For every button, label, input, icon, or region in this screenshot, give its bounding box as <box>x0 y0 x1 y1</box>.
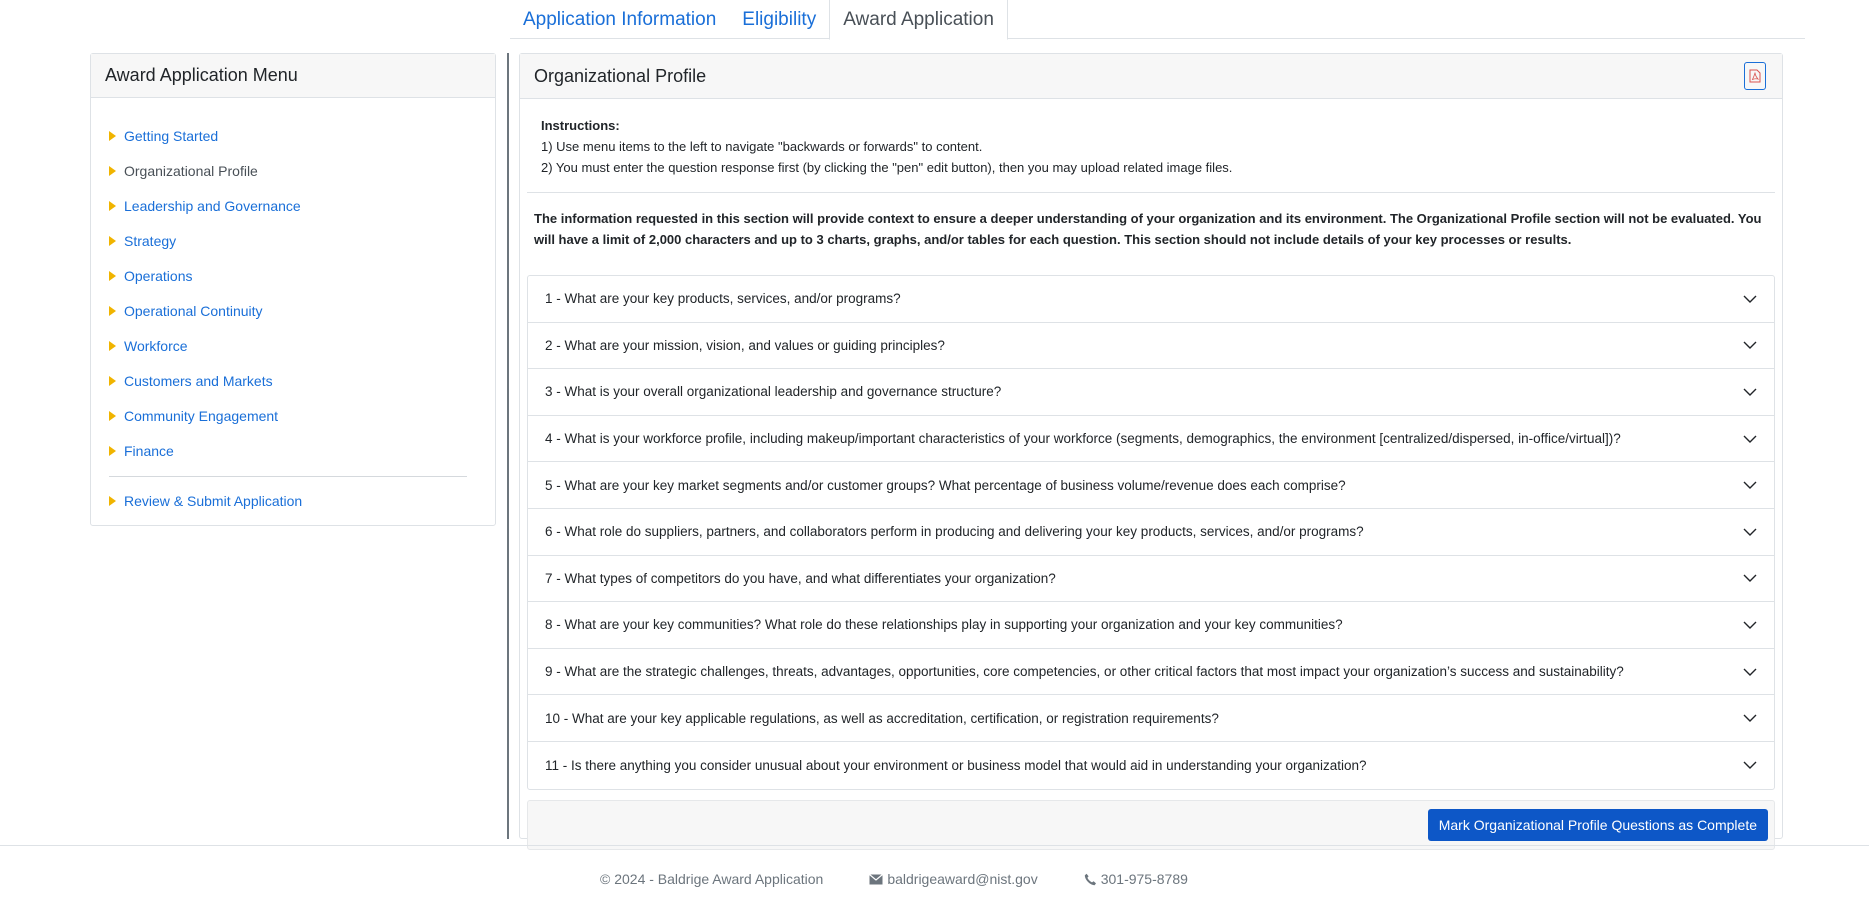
instructions-line-2: 2) You must enter the question response first (by clicking the "pen" edit button), then you may upload related image files. <box>541 160 1233 175</box>
menu-divider <box>109 476 467 477</box>
menu-review-list <box>91 483 495 518</box>
menu-item-review-submit[interactable] <box>109 483 481 518</box>
caret-right-icon <box>109 411 116 421</box>
question-label[interactable]: 4 - What is your workforce profile, including makeup/important characteristics of your workforce (segments, demographics, the environment [centralized/dispersed, in-office/virtual])? <box>545 431 1621 447</box>
question-label[interactable]: 11 - Is there anything you consider unusual about your environment or business model that would aid in understanding your organization? <box>545 757 1367 773</box>
footer-phone-text[interactable]: 301-975-8789 <box>1100 871 1188 887</box>
pdf-icon <box>1749 69 1761 83</box>
question-label[interactable]: 6 - What role do suppliers, partners, and collaborators perform in producing and delivering your key products, services, and/or programs? <box>545 524 1364 540</box>
menu-item-label[interactable]: Review & Submit Application <box>124 492 303 509</box>
menu-item-label[interactable]: Customers and Markets <box>124 372 273 389</box>
questions-accordion <box>527 275 1775 790</box>
menu-item-label[interactable]: Strategy <box>124 232 177 249</box>
menu-title: Award Application Menu <box>91 54 495 98</box>
caret-right-icon <box>109 341 116 351</box>
instructions <box>527 99 1775 193</box>
envelope-icon <box>869 874 883 885</box>
caret-right-icon <box>109 201 116 211</box>
card-footer <box>527 800 1775 850</box>
vertical-divider <box>507 53 509 839</box>
question-label[interactable]: 2 - What are your mission, vision, and values or guiding principles? <box>545 337 945 353</box>
question-label[interactable]: 3 - What is your overall organizational leadership and governance structure? <box>545 384 1002 400</box>
chevron-down-icon[interactable] <box>1742 291 1758 307</box>
award-application-menu <box>90 53 496 526</box>
caret-right-icon <box>109 236 116 246</box>
question-accordion-item[interactable] <box>528 742 1774 789</box>
top-tabs <box>510 0 1805 39</box>
tab-application-information[interactable]: Application Information <box>523 8 717 30</box>
chevron-down-icon[interactable] <box>1742 710 1758 726</box>
tab-award-application[interactable]: Award Application <box>829 0 1008 40</box>
footer-copyright: © 2024 - Baldrige Award Application <box>600 871 824 887</box>
menu-item-finance[interactable] <box>109 433 481 468</box>
chevron-down-icon[interactable] <box>1742 384 1758 400</box>
chevron-down-icon[interactable] <box>1742 617 1758 633</box>
chevron-down-icon[interactable] <box>1742 664 1758 680</box>
menu-item-label[interactable]: Getting Started <box>124 127 219 144</box>
phone-icon <box>1084 873 1097 886</box>
main-header <box>520 54 1782 99</box>
question-accordion-item[interactable] <box>528 649 1774 696</box>
menu-item-organizational-profile[interactable] <box>109 153 481 188</box>
menu-item-getting-started[interactable] <box>109 118 481 153</box>
menu-item-label[interactable]: Community Engagement <box>124 407 279 424</box>
menu-item-label[interactable]: Workforce <box>124 337 188 354</box>
menu-item-operational-continuity[interactable] <box>109 293 481 328</box>
question-label[interactable]: 5 - What are your key market segments and/or customer groups? What percentage of business volume/revenue does each comprise? <box>545 477 1346 493</box>
chevron-down-icon[interactable] <box>1742 570 1758 586</box>
question-accordion-item[interactable] <box>528 323 1774 370</box>
footer-email[interactable] <box>869 871 1037 887</box>
chevron-down-icon[interactable] <box>1742 337 1758 353</box>
menu-item-leadership-governance[interactable] <box>109 188 481 223</box>
footer-email-text[interactable]: baldrigeaward@nist.gov <box>887 871 1038 887</box>
menu-item-label[interactable]: Operations <box>124 267 193 284</box>
question-accordion-item[interactable] <box>528 509 1774 556</box>
menu-item-strategy[interactable] <box>109 223 481 258</box>
chevron-down-icon[interactable] <box>1742 477 1758 493</box>
menu-item-label[interactable]: Leadership and Governance <box>124 197 301 214</box>
menu-item-operations[interactable] <box>109 258 481 293</box>
menu-item-workforce[interactable] <box>109 328 481 363</box>
question-accordion-item[interactable] <box>528 556 1774 603</box>
question-accordion-item[interactable] <box>528 369 1774 416</box>
menu-item-label[interactable]: Organizational Profile <box>124 162 258 179</box>
menu-item-label[interactable]: Finance <box>124 442 174 459</box>
chevron-down-icon[interactable] <box>1742 431 1758 447</box>
section-intro: The information requested in this section will provide context to ensure a deeper understanding of your organization and its environment. The Organizational Profile section will not be evaluated. You will have a limit of 2,000 characters and up to 3 charts, graphs, and/or tables for each question. This section should not include details of your key processes or results. <box>534 211 1762 247</box>
pdf-export-button[interactable] <box>1744 62 1766 90</box>
menu-item-community-engagement[interactable] <box>109 398 481 433</box>
chevron-down-icon[interactable] <box>1742 757 1758 773</box>
mark-complete-button[interactable]: Mark Organizational Profile Questions as Complete <box>1428 809 1768 841</box>
chevron-down-icon[interactable] <box>1742 524 1758 540</box>
page-footer <box>0 845 1869 902</box>
caret-right-icon <box>109 446 116 456</box>
question-accordion-item[interactable] <box>528 276 1774 323</box>
menu-item-label[interactable]: Operational Continuity <box>124 302 263 319</box>
menu-item-customers-markets[interactable] <box>109 363 481 398</box>
question-accordion-item[interactable] <box>528 416 1774 463</box>
caret-right-icon <box>109 131 116 141</box>
caret-right-icon <box>109 166 116 176</box>
organizational-profile-card <box>519 53 1783 839</box>
tab-eligibility[interactable]: Eligibility <box>742 8 817 30</box>
question-label[interactable]: 10 - What are your key applicable regulations, as well as accreditation, certification, or registration requirements? <box>545 710 1219 726</box>
caret-right-icon <box>109 376 116 386</box>
question-accordion-item[interactable] <box>528 462 1774 509</box>
question-label[interactable]: 9 - What are the strategic challenges, threats, advantages, opportunities, core competencies, or other critical factors that most impact your organization’s success and sustainability? <box>545 664 1624 680</box>
caret-right-icon <box>109 271 116 281</box>
question-label[interactable]: 7 - What types of competitors do you have, and what differentiates your organization? <box>545 570 1056 586</box>
page-title: Organizational Profile <box>534 65 707 86</box>
instructions-title: Instructions: <box>541 118 620 133</box>
caret-right-icon <box>109 306 116 316</box>
question-accordion-item[interactable] <box>528 602 1774 649</box>
question-label[interactable]: 1 - What are your key products, services, and/or programs? <box>545 291 901 307</box>
footer-phone[interactable] <box>1084 871 1188 887</box>
instructions-line-1: 1) Use menu items to the left to navigate "backwards or forwards" to content. <box>541 139 983 154</box>
caret-right-icon <box>109 496 116 506</box>
question-accordion-item[interactable] <box>528 695 1774 742</box>
menu-list <box>91 98 495 468</box>
question-label[interactable]: 8 - What are your key communities? What role do these relationships play in supporting your organization and your key communities? <box>545 617 1343 633</box>
